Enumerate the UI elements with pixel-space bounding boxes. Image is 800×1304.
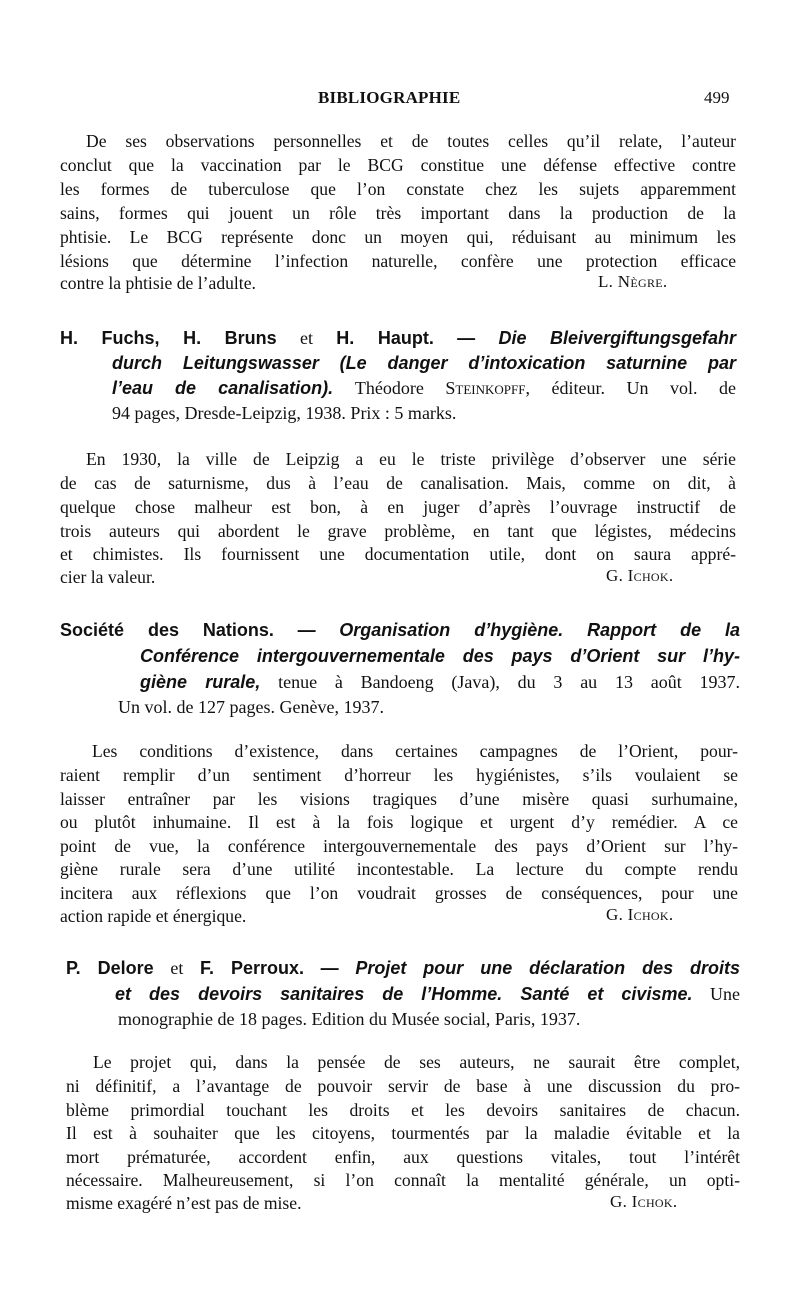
text-line: quelque chose malheur est bon, à en juger d’après l’ouvrage instructif de xyxy=(60,497,736,517)
entry-title: Organisation d’hygiène. Rapport de la xyxy=(339,620,741,640)
text-line: ni définitif, a l’avantage de pouvoir servir de base à une discussion du pro- xyxy=(66,1076,740,1096)
text-line: raient remplir d’un sentiment d’horreur les hygiénistes, s’ils voulaient se xyxy=(60,765,738,785)
entry-authors: P. Delore xyxy=(66,958,154,978)
entry-authors: Société des Nations. xyxy=(60,620,274,640)
text-line: et chimistes. Ils fournissent une documentation utile, dont on saura appré- xyxy=(60,544,736,564)
text-line: trois auteurs qui abordent le grave problème, en tant que légistes, médecins xyxy=(60,521,736,541)
publisher-name: Steinkopff xyxy=(445,378,526,398)
entry-title-line xyxy=(112,375,736,402)
signature: L. Nègre. xyxy=(598,272,668,291)
entry-heading-line xyxy=(60,325,736,352)
entry-details: Une xyxy=(692,984,740,1004)
entry-title: l’eau de canalisation). xyxy=(112,378,334,398)
text-line: incitera aux réflexions que l’on voudrait grosses de conséquences, pour une xyxy=(60,883,738,903)
text-line: cier la valeur. xyxy=(60,567,156,587)
text-line: sains, formes qui jouent un rôle très important dans la production de la xyxy=(60,203,736,223)
text-line: nécessaire. Malheureusement, si l’on connaît la mentalité générale, un opti- xyxy=(66,1170,740,1190)
entry-dash: — xyxy=(297,620,316,640)
text-line: conclut que la vaccination par le BCG constitue une défense effective contre xyxy=(60,155,736,175)
entry-title: Projet pour une déclaration des droits xyxy=(355,958,741,978)
entry-title: giène rurale, xyxy=(140,672,261,692)
entry-authors: H. Haupt. xyxy=(336,328,434,348)
entry-dash: — xyxy=(457,328,476,348)
entry-title: Die Bleivergiftungsgefahr xyxy=(498,328,737,348)
entry-authors: F. Perroux. xyxy=(200,958,304,978)
entry-dash: — xyxy=(320,958,339,978)
text-line: laisser entraîner par les visions tragiques d’une misère quasi surhumaine, xyxy=(60,789,738,809)
text-line: point de vue, la conférence intergouvernementale des pays d’Orient sur l’hy- xyxy=(60,836,738,856)
entry-title: durch Leitungswasser (Le danger d’intoxication saturnine par xyxy=(112,353,736,373)
entry-details: 94 pages, Dresde-Leipzig, 1938. Prix : 5 marks. xyxy=(112,403,457,423)
text-line: Les conditions d’existence, dans certaines campagnes de l’Orient, pour- xyxy=(92,741,738,761)
entry-title-line xyxy=(112,350,736,377)
entry-title: et des devoirs sanitaires de l’Homme. Santé et civisme. xyxy=(115,984,693,1004)
running-head xyxy=(0,88,800,112)
entry-heading-line xyxy=(66,955,740,982)
entry-authors: H. Fuchs, H. Bruns xyxy=(60,328,277,348)
entry-conjunction: et xyxy=(299,328,313,348)
text-line: lésions que détermine l’infection naturelle, confère une protection efficace xyxy=(60,251,736,271)
entry-title-line xyxy=(140,643,740,670)
entry-details: tenue à Bandoeng (Java), du 3 au 13 août 1937. xyxy=(260,672,741,692)
page-number: 499 xyxy=(704,88,730,107)
entry-title: Conférence intergouvernementale des pays d’Orient sur l’hy- xyxy=(140,646,740,666)
entry-title-line xyxy=(115,981,740,1008)
text-line: blème primordial touchant les droits et les devoirs sanitaires de chacun. xyxy=(66,1100,740,1120)
entry-title-line xyxy=(140,669,740,696)
text-line: de cas de saturnisme, dus à l’eau de canalisation. Mais, comme on dit, à xyxy=(60,473,736,493)
entry-publisher: Théodore Steinkopff, éditeur. Un vol. de xyxy=(354,378,737,398)
signature: G. Ichok. xyxy=(610,1192,678,1211)
text-line: Le projet qui, dans la pensée de ses auteurs, ne saurait être complet, xyxy=(93,1052,740,1072)
running-head-title: BIBLIOGRAPHIE xyxy=(318,88,461,107)
text-line: En 1930, la ville de Leipzig a eu le triste privilège d’observer une série xyxy=(86,449,736,469)
entry-conjunction: et xyxy=(170,958,184,978)
text-line: les formes de tuberculose que l’on constate chez les sujets apparemment xyxy=(60,179,736,199)
text-line: De ses observations personnelles et de toutes celles qu’il relate, l’auteur xyxy=(86,131,736,151)
text-line: Il est à souhaiter que les citoyens, tourmentés par la maladie évitable et la xyxy=(66,1123,740,1143)
text-line: mort prématurée, accordent enfin, aux questions vitales, tout l’intérêt xyxy=(66,1147,740,1167)
text-line: ou plutôt inhumaine. Il est à la fois logique et urgent d’y remédier. A ce xyxy=(60,812,738,832)
entry-details: Un vol. de 127 pages. Genève, 1937. xyxy=(118,697,384,717)
signature: G. Ichok. xyxy=(606,566,674,585)
text-line: contre la phtisie de l’adulte. xyxy=(60,273,256,293)
entry-details: monographie de 18 pages. Edition du Musée social, Paris, 1937. xyxy=(118,1009,581,1029)
text-line: misme exagéré n’est pas de mise. xyxy=(66,1193,302,1213)
text-line: action rapide et énergique. xyxy=(60,906,247,926)
text-line: giène rurale sera d’une utilité incontestable. La lecture du compte rendu xyxy=(60,859,738,879)
signature: G. Ichok. xyxy=(606,905,674,924)
text-line: phtisie. Le BCG représente donc un moyen qui, réduisant au minimum les xyxy=(60,227,736,247)
entry-heading-line xyxy=(60,617,740,644)
